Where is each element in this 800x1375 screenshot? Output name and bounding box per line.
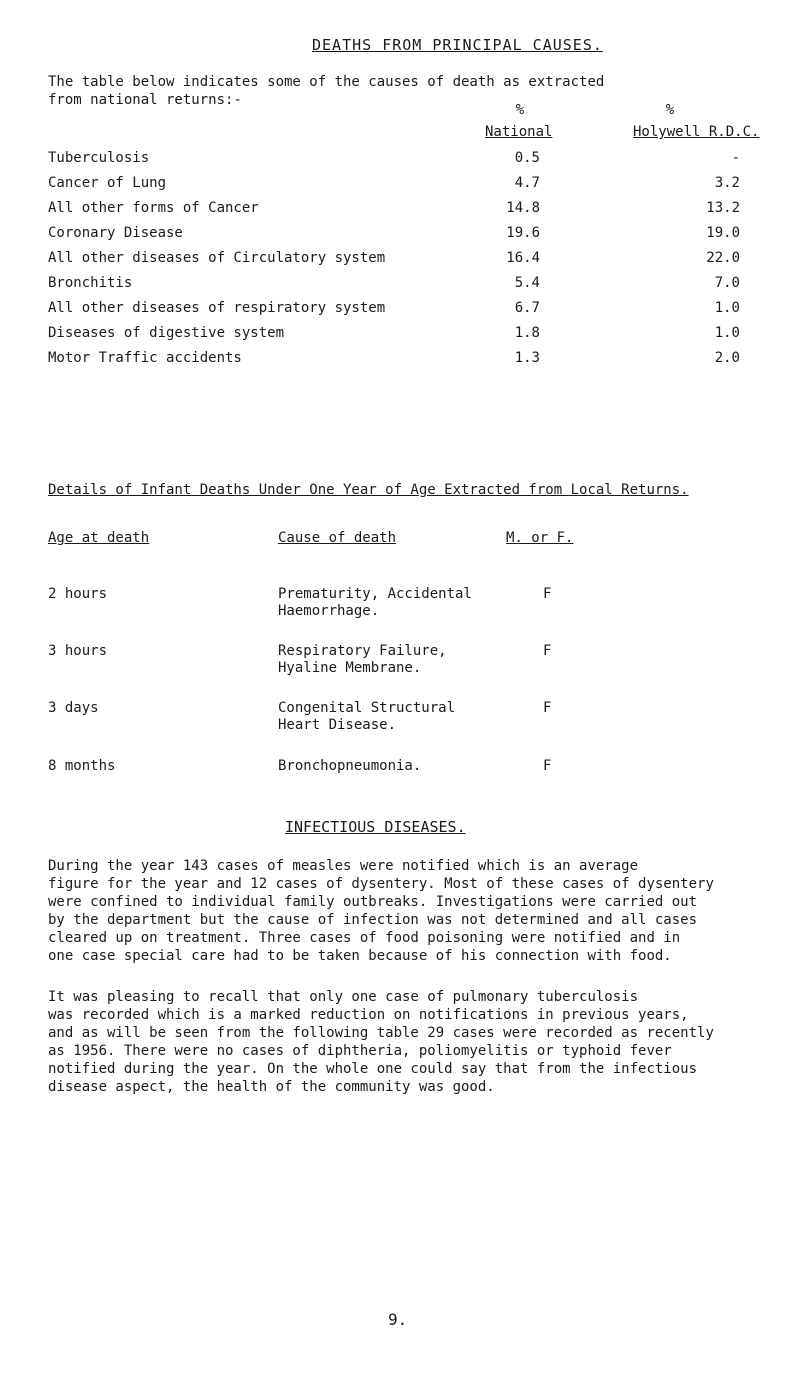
paragraph-line: was recorded which is a marked reduction on notifications in previous years, — [48, 1007, 689, 1023]
cause-line-1: Prematurity, Accidental — [278, 586, 472, 602]
cause-label: Motor Traffic accidents — [48, 350, 242, 366]
national-value: 0.5 — [514, 150, 540, 166]
national-col-header: National — [485, 124, 553, 140]
infectious-paragraph-1 — [48, 857, 768, 965]
sex-col-header: M. or F. — [506, 530, 574, 546]
page-heading: DEATHS FROM PRINCIPAL CAUSES. — [312, 36, 603, 54]
intro-line-2: from national returns:- — [48, 92, 242, 108]
paragraph-line: one case special care had to be taken because of his connection with food. — [48, 948, 672, 964]
holywell-value: - — [731, 150, 740, 166]
cause-line-1: Respiratory Failure, — [278, 643, 447, 659]
national-value: 16.4 — [506, 250, 540, 266]
cause-line-1: Congenital Structural — [278, 700, 456, 716]
sex-value: F — [543, 643, 552, 659]
cause-label: Tuberculosis — [48, 150, 150, 166]
holywell-value: 7.0 — [714, 275, 740, 291]
paragraph-line: and as will be seen from the following table 29 cases were recorded as recently — [48, 1025, 714, 1041]
cause-label: All other diseases of respiratory system — [48, 300, 386, 316]
age-value: 3 days — [48, 700, 99, 716]
intro-line-1: The table below indicates some of the causes of death as extracted — [48, 74, 605, 90]
national-pct-symbol: % — [515, 102, 525, 118]
paragraph-line: by the department but the cause of infection was not determined and all cases — [48, 912, 698, 928]
cause-label: All other diseases of Circulatory system — [48, 250, 386, 266]
paragraph-line: as 1956. There were no cases of diphtheria, poliomyelitis or typhoid fever — [48, 1043, 672, 1059]
holywell-col-header: Holywell R.D.C. — [633, 124, 760, 140]
age-value: 8 months — [48, 758, 116, 774]
cause-line-2: Heart Disease. — [278, 717, 397, 733]
cause-label: Cancer of Lung — [48, 175, 167, 191]
paragraph-line: It was pleasing to recall that only one case of pulmonary tuberculosis — [48, 989, 639, 1005]
national-value: 14.8 — [506, 200, 540, 216]
age-col-header: Age at death — [48, 530, 150, 546]
sex-value: F — [543, 586, 552, 602]
paragraph-line: notified during the year. On the whole one could say that from the infectious — [48, 1061, 698, 1077]
page-number: 9. — [388, 1310, 408, 1329]
national-value: 19.6 — [506, 225, 540, 241]
cause-label: Diseases of digestive system — [48, 325, 285, 341]
holywell-value: 19.0 — [706, 225, 740, 241]
holywell-value: 13.2 — [706, 200, 740, 216]
cause-label: Bronchitis — [48, 275, 133, 291]
age-value: 2 hours — [48, 586, 108, 602]
holywell-value: 22.0 — [706, 250, 740, 266]
holywell-value: 3.2 — [714, 175, 740, 191]
paragraph-line: During the year 143 cases of measles were notified which is an average — [48, 858, 639, 874]
paragraph-line: were confined to individual family outbreaks. Investigations were carried out — [48, 894, 698, 910]
cause-line-2: Hyaline Membrane. — [278, 660, 422, 676]
paragraph-line: cleared up on treatment. Three cases of food poisoning were notified and in — [48, 930, 681, 946]
infectious-heading: INFECTIOUS DISEASES. — [285, 818, 466, 836]
age-value: 3 hours — [48, 643, 108, 659]
cause-line-2: Haemorrhage. — [278, 603, 380, 619]
cause-line-1: Bronchopneumonia. — [278, 758, 422, 774]
paragraph-line: figure for the year and 12 cases of dysentery. Most of these cases of dysentery — [48, 876, 714, 892]
national-value: 5.4 — [514, 275, 540, 291]
infectious-paragraph-2 — [48, 988, 768, 1096]
cause-label: All other forms of Cancer — [48, 200, 259, 216]
holywell-value: 1.0 — [714, 300, 740, 316]
infant-section-title: Details of Infant Deaths Under One Year of Age Extracted from Local Returns. — [48, 482, 689, 498]
paragraph-line: disease aspect, the health of the community was good. — [48, 1079, 495, 1095]
cause-col-header: Cause of death — [278, 530, 397, 546]
cause-label: Coronary Disease — [48, 225, 183, 241]
sex-value: F — [543, 758, 552, 774]
national-value: 1.8 — [514, 325, 540, 341]
sex-value: F — [543, 700, 552, 716]
holywell-pct-symbol: % — [665, 102, 675, 118]
national-value: 6.7 — [514, 300, 540, 316]
national-value: 4.7 — [514, 175, 540, 191]
holywell-value: 1.0 — [714, 325, 740, 341]
national-value: 1.3 — [514, 350, 540, 366]
holywell-value: 2.0 — [714, 350, 740, 366]
